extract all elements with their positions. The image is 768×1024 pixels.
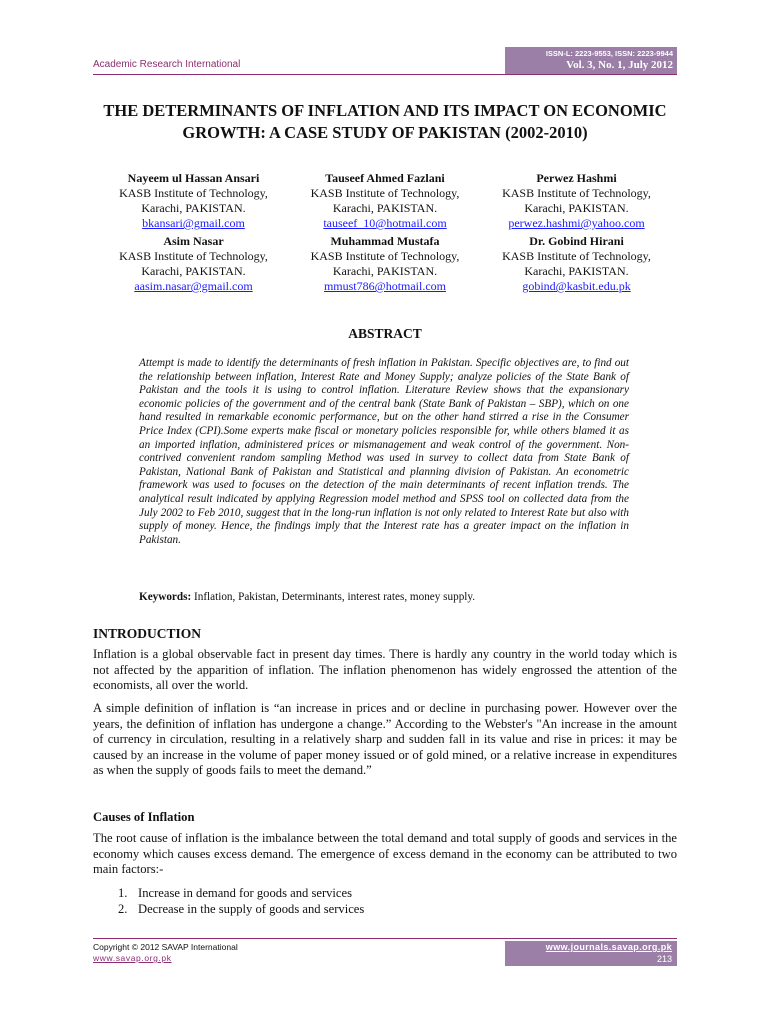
- author-city: Karachi, PAKISTAN.: [141, 264, 246, 278]
- author-institute: KASB Institute of Technology,: [119, 249, 268, 263]
- author-block: [106, 171, 281, 231]
- list-number: 1.: [118, 886, 128, 900]
- causes-list: [118, 885, 658, 917]
- keywords-line: [139, 590, 629, 604]
- causes-paragraph: The root cause of inflation is the imbalance between the total demand and total supply of goods and services in the economy which causes excess demand. The emergence of excess demand in the economy can be attributed to two main factors:-: [93, 831, 677, 877]
- author-city: Karachi, PAKISTAN.: [332, 201, 438, 215]
- author-name: Dr. Gobind Hirani: [529, 234, 624, 248]
- author-name: Perwez Hashmi: [536, 171, 617, 185]
- introduction-heading: INTRODUCTION: [93, 626, 202, 641]
- author-city: Karachi, PAKISTAN.: [524, 264, 629, 278]
- copyright-text: Copyright © 2012 SAVAP International: [93, 942, 238, 952]
- author-block: [489, 171, 664, 231]
- author-email-link[interactable]: gobind@kasbit.edu.pk: [522, 279, 631, 293]
- list-number: 2.: [118, 902, 128, 916]
- keywords-label: Keywords:: [139, 591, 192, 603]
- footer-box: [505, 941, 677, 966]
- author-name: Muhammad Mustafa: [330, 234, 440, 248]
- author-name: Nayeem ul Hassan Ansari: [127, 171, 260, 185]
- journal-name: Academic Research International: [93, 59, 241, 70]
- author-block: [106, 234, 281, 294]
- author-institute: KASB Institute of Technology,: [310, 249, 460, 263]
- list-item: [118, 901, 658, 917]
- copyright-block: [93, 942, 238, 964]
- author-institute: KASB Institute of Technology,: [502, 249, 651, 263]
- journal-url-link[interactable]: www.journals.savap.org.pk: [545, 942, 672, 952]
- author-block: [285, 171, 485, 231]
- author-email-link[interactable]: aasim.nasar@gmail.com: [134, 279, 253, 293]
- page-number: 213: [656, 954, 672, 964]
- introduction-paragraph-2: A simple definition of inflation is “an increase in prices and or decline in purchasing power. However over the years, the definition of inflation has undergone a change.” According to the Webster's "An increase in the amount of currency in circulation, resulting in a relatively sharp and sudden fall in its value and rise in prices: it may be caused by an increase in the volume of paper money issued or of gold mined, or a relative increase in expenditures as when the supply of goods fails to meet the demand.”: [93, 701, 677, 778]
- author-name: Asim Nasar: [163, 234, 224, 248]
- author-institute: KASB Institute of Technology,: [310, 186, 460, 200]
- header-rule: [93, 74, 677, 75]
- author-email-link[interactable]: mmust786@hotmail.com: [323, 279, 447, 293]
- author-institute: KASB Institute of Technology,: [502, 186, 651, 200]
- issn-text: ISSN-L: 2223-9553, ISSN: 2223-9944: [545, 49, 673, 58]
- author-email-link[interactable]: perwez.hashmi@yahoo.com: [508, 216, 645, 230]
- volume-text: Vol. 3, No. 1, July 2012: [566, 59, 673, 71]
- abstract-heading: ABSTRACT: [348, 326, 422, 341]
- list-text: Increase in demand for goods and services: [138, 886, 353, 900]
- author-institute: KASB Institute of Technology,: [119, 186, 268, 200]
- list-text: Decrease in the supply of goods and services: [138, 902, 365, 916]
- author-block: [285, 234, 485, 294]
- author-block: [489, 234, 664, 294]
- abstract-body: Attempt is made to identify the determinants of fresh inflation in Pakistan. Specific objectives are, to find out the relationship between inflation, Interest Rate and Money Supply; analyze policies of the State Bank of Pakistan and the tools it is using to control inflation. Literature Review shows that the expansionary economic policies of the government and of the central bank (State Bank of Pakistan – SBP), which on one hand resulted in remarkable economic performance, but on the other hand stirred a rise in the Consumer Price Index (CPI).Some experts make fiscal or monetary policies responsible for, while others blamed it as an imported inflation, administered prices or mismanagement and weak control of the government. Non-contrived convenient random sampling Method was used in survey to collect data from State Bank of Pakistan, National Bank of Pakistan and Statistical and planning division of Pakistan. An econometric framework was used to focuses on the detection of the main determinants of recent inflation trends. The analytical result indicated by applying Regression model method and SPSS tool on collected data from the July 2002 to Feb 2010, suggest that in the long-run inflation is not only related to Interest Rate but also with supply of money. Hence, the findings imply that the Interest rate has a greater impact on the inflation in Pakistan.: [139, 357, 629, 546]
- issn-box: [505, 47, 677, 74]
- author-email-link[interactable]: bkansari@gmail.com: [142, 216, 245, 230]
- savap-site-link[interactable]: www.savap.org.pk: [93, 953, 172, 963]
- author-grid: [93, 171, 677, 294]
- introduction-paragraph-1: Inflation is a global observable fact in present day times. There is hardly any country in the world today which is not affected by the apparition of inflation. The inflation phenomenon has widely engrossed the attention of the economists, all over the world.: [93, 647, 677, 693]
- list-item: [118, 885, 658, 901]
- keywords-text: Inflation, Pakistan, Determinants, interest rates, money supply.: [194, 591, 476, 603]
- author-city: Karachi, PAKISTAN.: [141, 201, 246, 215]
- causes-heading: Causes of Inflation: [93, 810, 195, 824]
- author-city: Karachi, PAKISTAN.: [332, 264, 438, 278]
- footer-rule: [93, 938, 677, 939]
- paper-title: THE DETERMINANTS OF INFLATION AND ITS IMPACT ON ECONOMIC GROWTH: A CASE STUDY OF PAKISTAN (2002-2010): [103, 101, 667, 142]
- author-name: Tauseef Ahmed Fazlani: [325, 171, 445, 185]
- author-city: Karachi, PAKISTAN.: [524, 201, 629, 215]
- author-email-link[interactable]: tauseef_10@hotmail.com: [323, 216, 447, 230]
